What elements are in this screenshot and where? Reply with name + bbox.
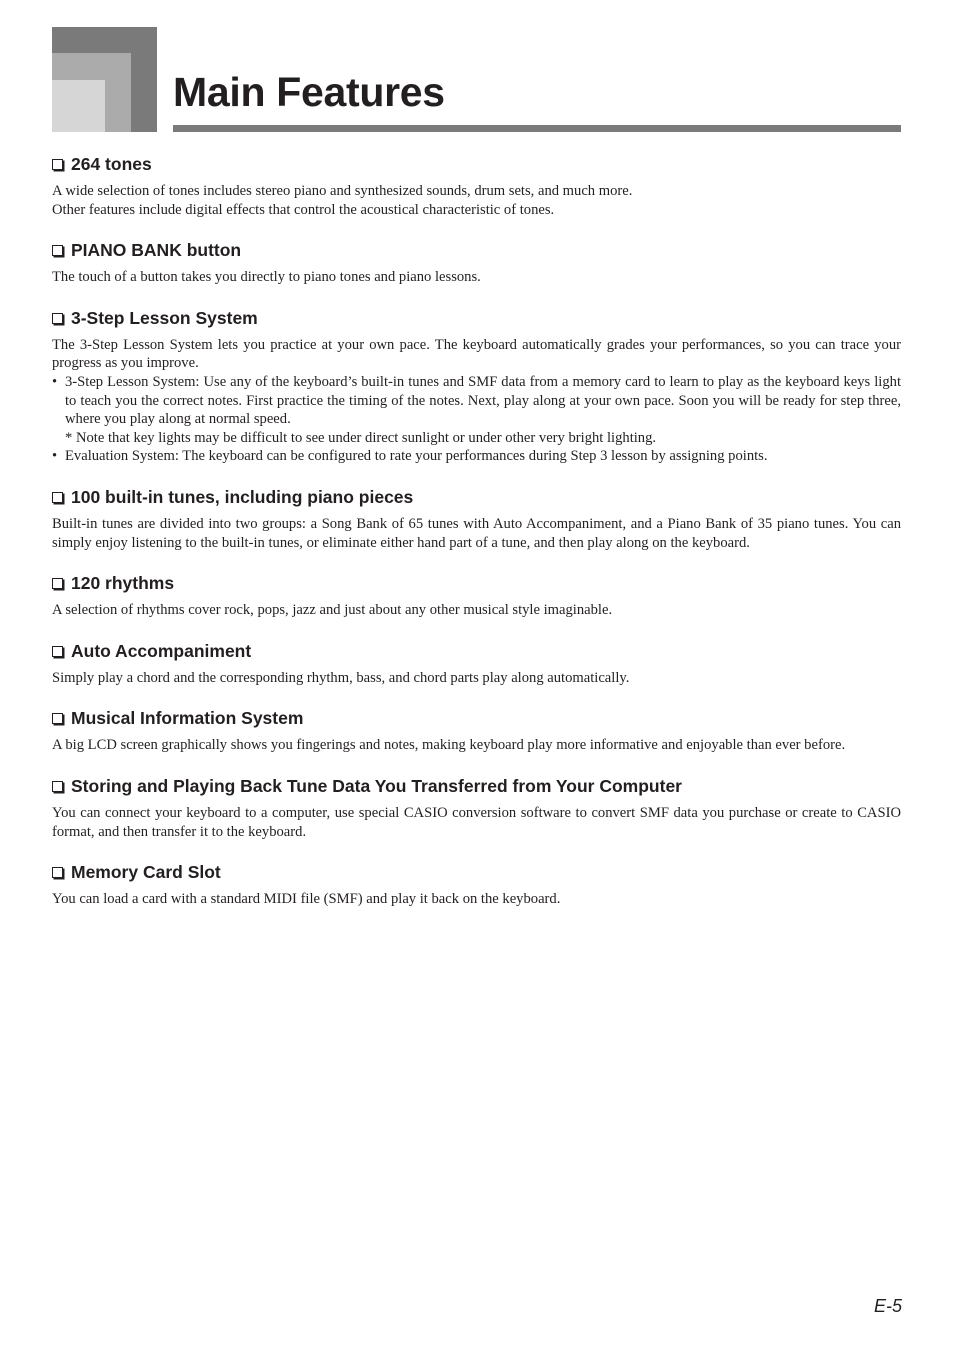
- section-heading-text: 264 tones: [71, 154, 152, 174]
- section-heading: [52, 775, 901, 797]
- list-item: • 3-Step Lesson System: Use any of the keyboard’s built-in tunes and SMF data from a memory card to learn to play as the keyboard keys light to teach you the correct notes. First practice the timing of the notes. Next, play along at your own pace. Soon you will be ready for step three, where you play along at normal speed.: [52, 373, 901, 429]
- title-rule: [173, 125, 901, 132]
- page-title: Main Features: [173, 69, 445, 115]
- paragraph: Simply play a chord and the corresponding rhythm, bass, and chord parts play along automatically.: [52, 669, 630, 686]
- bullet-list: [52, 373, 901, 466]
- section-body: [52, 268, 901, 287]
- paragraph: The touch of a button takes you directly to piano tones and piano lessons.: [52, 269, 481, 286]
- section-heading: [52, 153, 901, 175]
- section-heading: [52, 640, 901, 662]
- paragraph: You can load a card with a standard MIDI file (SMF) and play it back on the keyboard.: [52, 891, 561, 908]
- paragraph: Built-in tunes are divided into two groups: a Song Bank of 65 tunes with Auto Accompaniment, and a Piano Bank of 35 piano tunes. You can simply enjoy listening to the built-in tunes, or eliminate either hand part of a tune, and then play along on the keyboard.: [52, 515, 901, 551]
- features-list: [52, 153, 901, 909]
- checkbox-bullet-icon: [52, 646, 63, 657]
- section-heading-text: 120 rhythms: [71, 573, 175, 594]
- checkbox-bullet-icon: [52, 867, 63, 878]
- section-heading-text: PIANO BANK button: [71, 240, 242, 261]
- section-body: [52, 804, 901, 841]
- section-body: [52, 736, 901, 755]
- section-heading: [52, 486, 901, 508]
- checkbox-bullet-icon: [52, 492, 63, 503]
- paragraph: The 3-Step Lesson System lets you practice at your own pace. The keyboard automatically grades your performances, so you can trace your progress as you improve.: [52, 336, 901, 372]
- section-heading: [52, 572, 901, 594]
- section-heading: [52, 239, 901, 261]
- section-heading-text: Musical Information System: [71, 708, 304, 729]
- section-body: [52, 515, 901, 552]
- section-heading-text: Storing and Playing Back Tune Data You Transferred from Your Computer: [71, 775, 682, 796]
- section-auto-accompaniment: [52, 640, 901, 688]
- section-heading-text: 100 built-in tunes, including piano pieces: [71, 486, 414, 507]
- list-item: • Evaluation System: The keyboard can be configured to rate your performances during Step 3 lesson by assigning points.: [52, 447, 901, 466]
- section-body: [52, 182, 901, 219]
- checkbox-bullet-icon: [52, 713, 63, 724]
- corner-decoration-inner: [52, 80, 105, 132]
- section-heading: [52, 861, 901, 883]
- section-heading-text: Auto Accompaniment: [71, 640, 252, 661]
- section-piano-bank-button: [52, 239, 901, 287]
- paragraph: A selection of rhythms cover rock, pops, jazz and just about any other musical style imaginable.: [52, 602, 613, 619]
- section-264-tones: [52, 153, 901, 219]
- section-musical-information-system: [52, 707, 901, 755]
- footnote: * Note that key lights may be difficult to see under direct sunlight or under other very bright lighting.: [65, 429, 657, 446]
- page-number: E-5: [873, 1296, 902, 1316]
- section-3-step-lesson-system: [52, 307, 901, 466]
- checkbox-bullet-icon: [52, 245, 63, 256]
- checkbox-bullet-icon: [52, 578, 63, 589]
- corner-decoration: [52, 27, 157, 132]
- section-body: [52, 336, 901, 466]
- section-heading: [52, 307, 901, 329]
- paragraph: Other features include digital effects that control the acoustical characteristic of tones.: [52, 201, 555, 218]
- section-built-in-tunes: [52, 486, 901, 552]
- checkbox-bullet-icon: [52, 781, 63, 792]
- paragraph: You can connect your keyboard to a computer, use special CASIO conversion software to convert SMF data you purchase or create to CASIO format, and then transfer it to the keyboard.: [52, 804, 901, 840]
- section-body: [52, 669, 901, 688]
- checkbox-bullet-icon: [52, 159, 63, 170]
- paragraph: A big LCD screen graphically shows you fingerings and notes, making keyboard play more informative and enjoyable than ever before.: [52, 737, 846, 754]
- section-rhythms: [52, 572, 901, 620]
- section-heading-text: 3-Step Lesson System: [71, 307, 258, 328]
- section-heading: [52, 707, 901, 729]
- section-body: [52, 890, 901, 909]
- section-storing-playing-back: [52, 775, 901, 841]
- section-memory-card-slot: [52, 861, 901, 909]
- checkbox-bullet-icon: [52, 313, 63, 324]
- section-heading-text: Memory Card Slot: [71, 862, 221, 883]
- paragraph: A wide selection of tones includes stereo piano and synthesized sounds, drum sets, and much more.: [52, 183, 633, 199]
- section-body: [52, 601, 901, 620]
